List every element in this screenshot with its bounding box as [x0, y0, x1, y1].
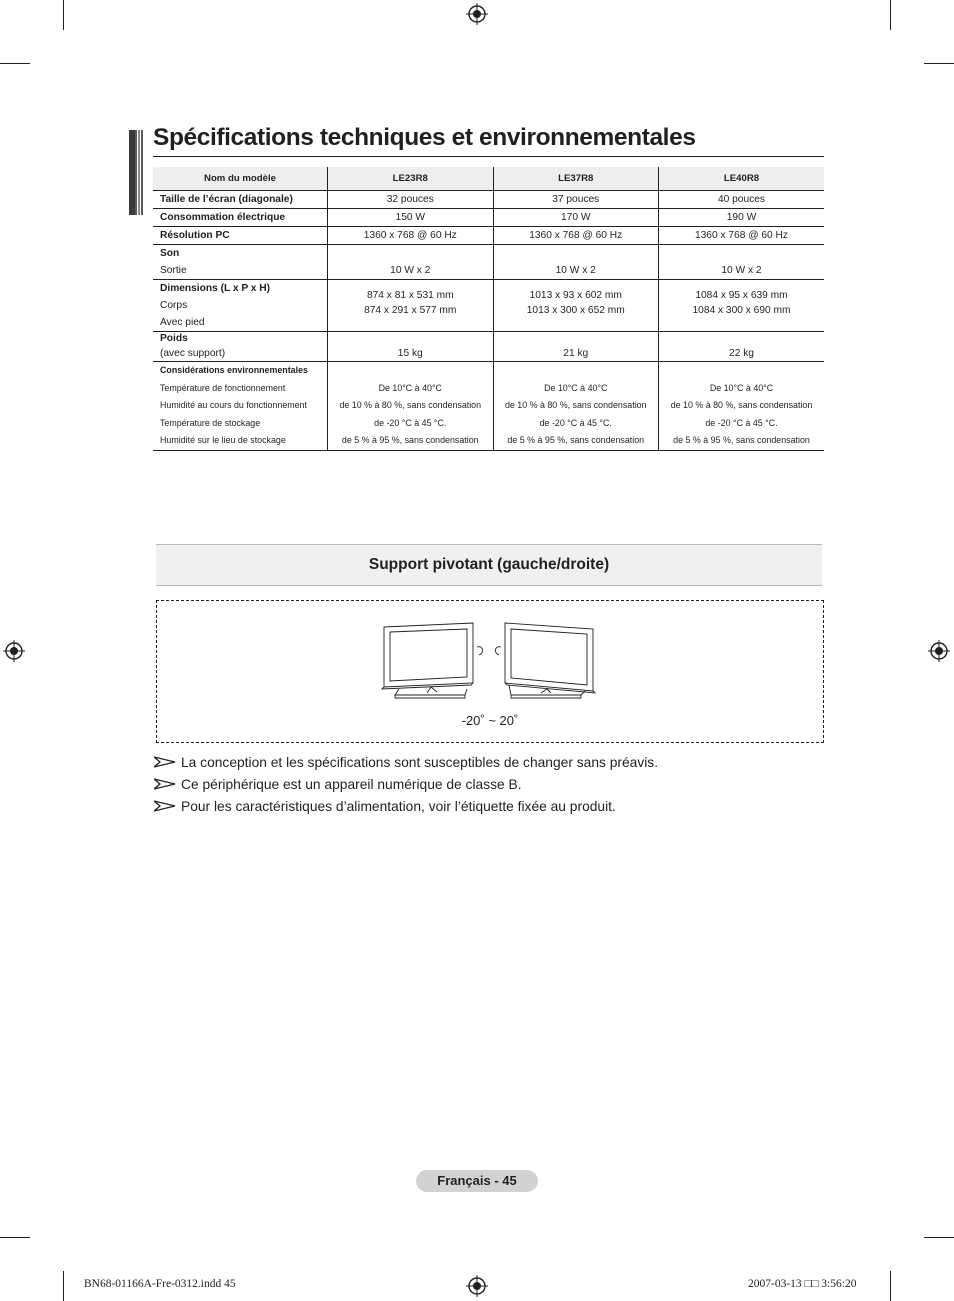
spec-table [153, 167, 824, 451]
arrow-note-icon [154, 800, 176, 812]
arrow-note-icon [154, 778, 176, 790]
crop-mark [890, 0, 891, 30]
table-header-row [153, 167, 824, 191]
table-cell: 1360 x 768 @ 60 Hz [658, 227, 824, 245]
table-cell: De 10°C à 40°C de 10 % à 80 %, sans condensation de -20 °C à 45 °C. de 5 % à 95 %, sans condensation [493, 362, 658, 451]
table-row [153, 245, 824, 280]
table-cell: 1360 x 768 @ 60 Hz [328, 227, 493, 245]
table-row [153, 191, 824, 209]
registration-mark-icon [3, 640, 25, 662]
table-cell: 10 W x 2 [658, 245, 824, 280]
crop-mark [0, 63, 30, 64]
table-cell: 10 W x 2 [328, 245, 493, 280]
print-timestamp: 2007-03-13 □□ 3:56:20 [748, 1278, 857, 1290]
column-header-model: LE37R8 [493, 167, 658, 191]
swivel-illustration-box [156, 600, 824, 743]
table-cell: De 10°C à 40°C de 10 % à 80 %, sans condensation de -20 °C à 45 °C. de 5 % à 95 %, sans condensation [328, 362, 493, 451]
title-side-bar [129, 130, 143, 215]
row-label: Dimensions (L x P x H) Corps Avec pied [153, 280, 328, 332]
list-item [154, 799, 834, 821]
notes-list [154, 755, 834, 821]
table-cell: 40 pouces [658, 191, 824, 209]
table-cell: 190 W [658, 209, 824, 227]
swivel-section-heading [156, 544, 822, 586]
table-row [153, 227, 824, 245]
column-header-model-name: Nom du modèle [153, 167, 328, 191]
crop-mark [0, 1237, 30, 1238]
page-number-badge: Français - 45 [416, 1170, 538, 1192]
table-cell: 1084 x 95 x 639 mm 1084 x 300 x 690 mm [658, 280, 824, 332]
crop-mark [924, 1237, 954, 1238]
swivel-tv-illustration [381, 619, 597, 705]
row-label: Taille de l’écran (diagonale) [153, 191, 328, 209]
page-title: Spécifications techniques et environnementales [153, 124, 696, 151]
row-label: Résolution PC [153, 227, 328, 245]
row-label: Considérations environnementales Température de fonctionnement Humidité au cours du fonctionnement Température de stockage Humidité sur le lieu de stockage [153, 362, 328, 451]
table-cell: 150 W [328, 209, 493, 227]
table-cell: 10 W x 2 [493, 245, 658, 280]
column-header-model: LE40R8 [658, 167, 824, 191]
table-cell: 15 kg [328, 332, 493, 362]
registration-mark-icon [466, 3, 488, 25]
note-text: Ce périphérique est un appareil numérique de classe B. [181, 777, 522, 792]
file-slug: BN68-01166A-Fre-0312.indd 45 [84, 1278, 236, 1290]
row-label: Poids (avec support) [153, 332, 328, 362]
note-text: Pour les caractéristiques d’alimentation, voir l’étiquette fixée au produit. [181, 799, 616, 814]
row-label: Consommation électrique [153, 209, 328, 227]
crop-mark [890, 1271, 891, 1301]
registration-mark-icon [466, 1275, 488, 1297]
table-cell: De 10°C à 40°C de 10 % à 80 %, sans condensation de -20 °C à 45 °C. de 5 % à 95 %, sans condensation [658, 362, 824, 451]
registration-mark-icon [928, 640, 950, 662]
row-label: Son Sortie [153, 245, 328, 280]
table-cell: 874 x 81 x 531 mm 874 x 291 x 577 mm [328, 280, 493, 332]
list-item [154, 777, 834, 799]
swivel-angle-label: -20˚ ~ 20˚ [461, 713, 519, 728]
table-cell: 37 pouces [493, 191, 658, 209]
table-cell: 21 kg [493, 332, 658, 362]
swivel-heading-text: Support pivotant (gauche/droite) [368, 556, 610, 573]
table-row [153, 332, 824, 362]
table-cell: 1013 x 93 x 602 mm 1013 x 300 x 652 mm [493, 280, 658, 332]
list-item [154, 755, 834, 777]
table-cell: 22 kg [658, 332, 824, 362]
crop-mark [924, 63, 954, 64]
crop-mark [63, 1271, 64, 1301]
table-row [153, 362, 824, 451]
crop-mark [63, 0, 64, 30]
table-cell: 32 pouces [328, 191, 493, 209]
arrow-note-icon [154, 756, 176, 768]
column-header-model: LE23R8 [328, 167, 493, 191]
table-row [153, 209, 824, 227]
table-cell: 1360 x 768 @ 60 Hz [493, 227, 658, 245]
note-text: La conception et les spécifications sont susceptibles de changer sans préavis. [181, 755, 659, 770]
table-row [153, 280, 824, 332]
title-rule [153, 156, 824, 157]
table-cell: 170 W [493, 209, 658, 227]
